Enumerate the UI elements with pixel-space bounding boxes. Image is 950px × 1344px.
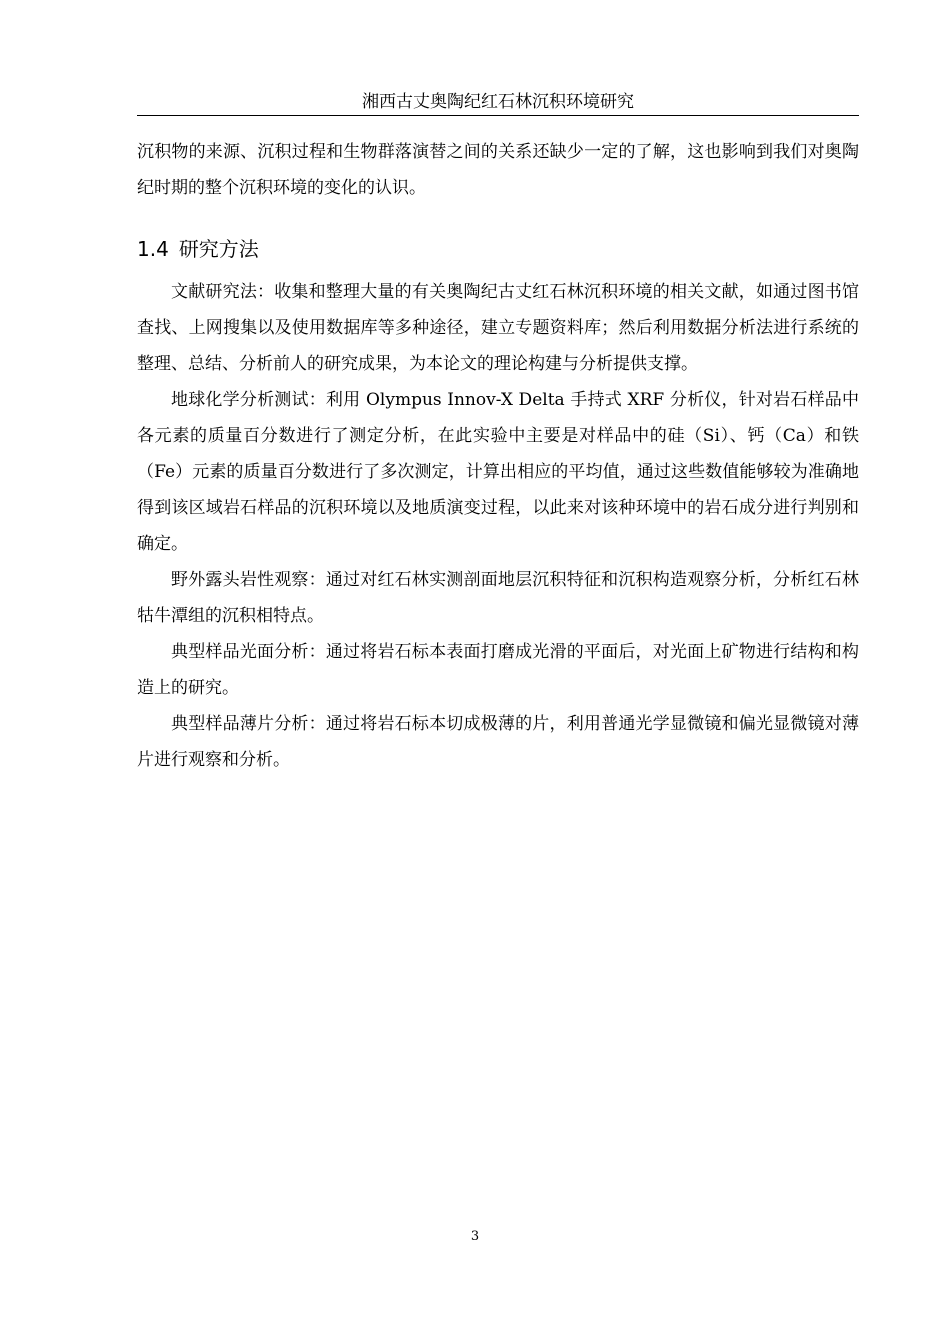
- paragraph-geochemical-analysis: 地球化学分析测试：利用 Olympus Innov-X Delta 手持式 XRF 分析仪，针对岩石样品中各元素的质量百分数进行了测定分析，在此实验中主要是对样品中的硅（Si）、钙（Ca）和铁（Fe）元素的质量百分数进行了多次测定，计算出相应的平均值，通过这些数值能够较为准确地得到该区域岩石样品的沉积环境以及地质演变过程，以此来对该种环境中的岩石成分进行判别和确定。: [137, 390, 859, 554]
- page-number: 3: [470, 1229, 480, 1244]
- paragraph-thin-section: 典型样品薄片分析：通过将岩石标本切成极薄的片，利用普通光学显微镜和偏光显微镜对薄片进行观察和分析。: [137, 714, 859, 770]
- intro-paragraph: 沉积物的来源、沉积过程和生物群落演替之间的关系还缺少一定的了解，这也影响到我们对奥陶纪时期的整个沉积环境的变化的认识。: [137, 142, 859, 198]
- section-number: 1.4: [137, 237, 169, 261]
- paragraph-polished-section: 典型样品光面分析：通过将岩石标本表面打磨成光滑的平面后，对光面上矿物进行结构和构造上的研究。: [137, 642, 859, 698]
- header-title: 湘西古丈奥陶纪红石林沉积环境研究: [362, 92, 634, 112]
- paragraph-literature-method: 文献研究法：收集和整理大量的有关奥陶纪古丈红石林沉积环境的相关文献，如通过图书馆查找、上网搜集以及使用数据库等多种途径，建立专题资料库；然后利用数据分析法进行系统的整理、总结、分析前人的研究成果，为本论文的理论构建与分析提供支撑。: [137, 282, 859, 374]
- section-heading: [137, 234, 859, 264]
- section-title: 研究方法: [178, 237, 259, 261]
- page-body: [137, 134, 859, 778]
- paragraph-field-observation: 野外露头岩性观察：通过对红石林实测剖面地层沉积特征和沉积构造观察分析，分析红石林牯牛潭组的沉积相特点。: [137, 570, 859, 626]
- running-header: [137, 91, 859, 116]
